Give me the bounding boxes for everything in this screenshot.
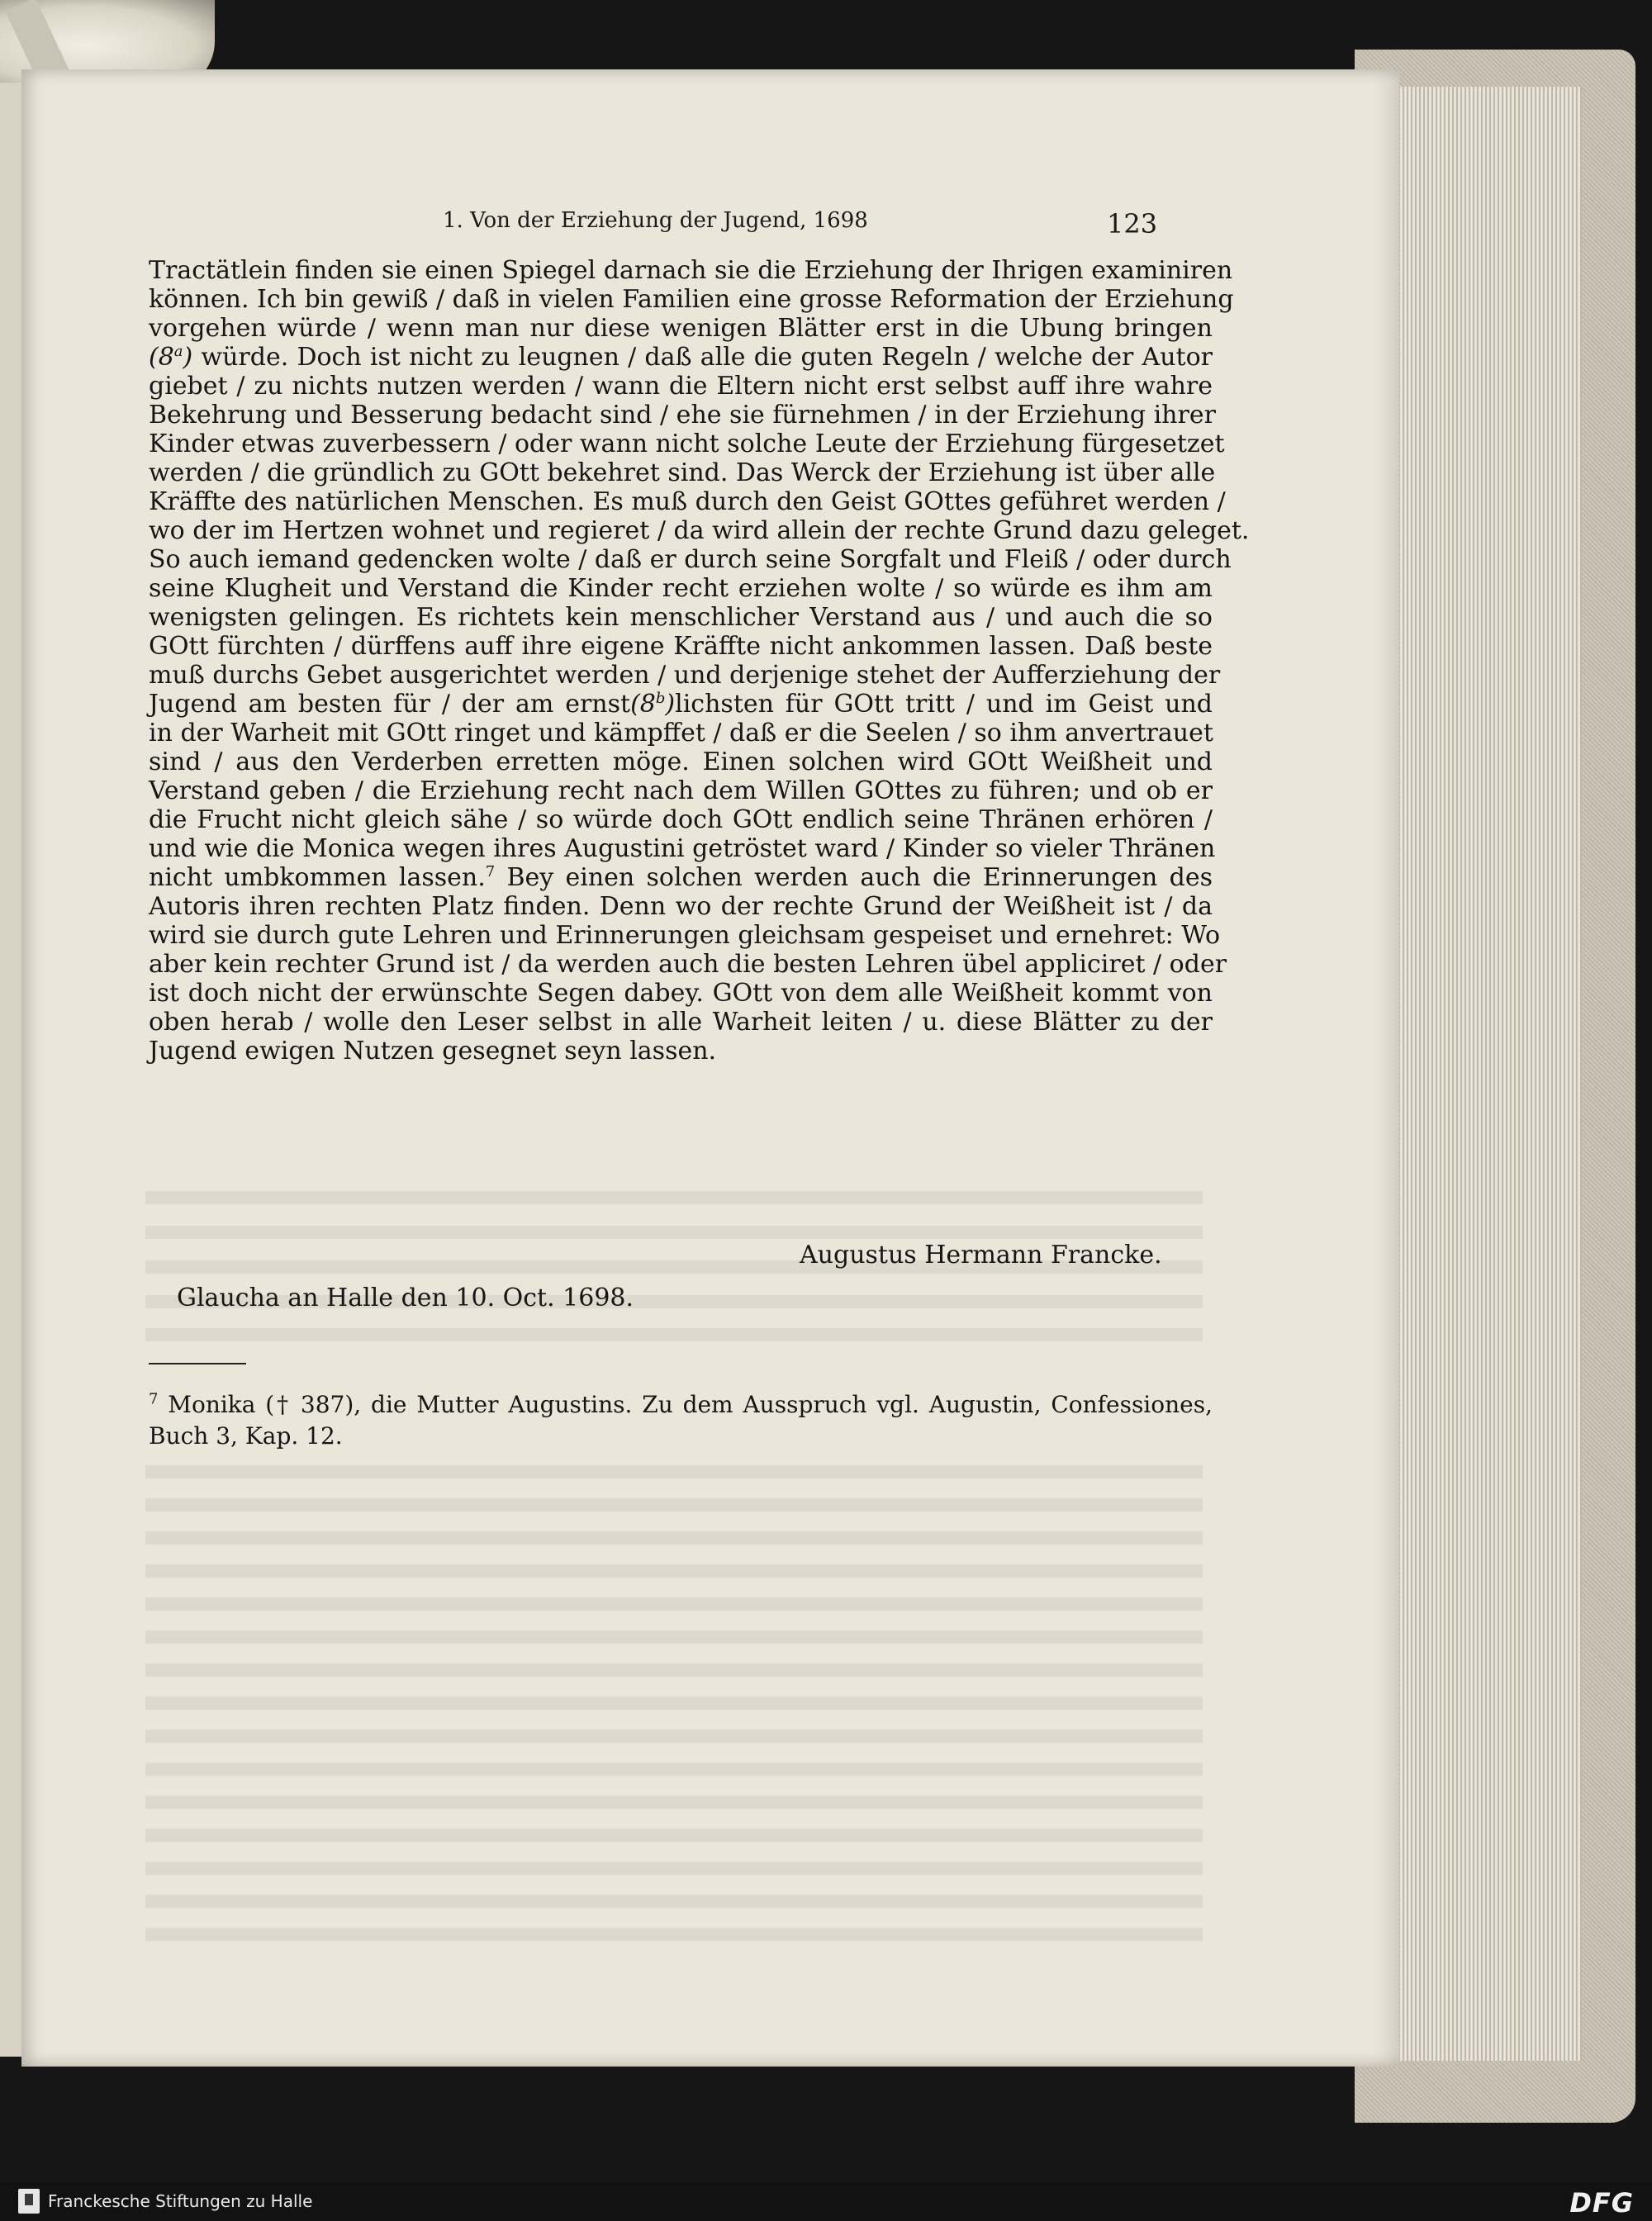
- text-run: Jugend ewigen Nutzen gesegnet seyn lassen.: [149, 1037, 717, 1065]
- text-run: Monika († 387), die Mutter Augustins. Zu dem Ausspruch vgl. Augustin, Confessiones,: [158, 1391, 1213, 1418]
- text-run: oben herab / wolle den Leser selbst in alle Warheit leiten / u. diese Blätter zu der: [149, 1008, 1213, 1037]
- body-line: [149, 545, 1232, 574]
- body-line: [149, 285, 1234, 314]
- institution-logo-icon: [18, 2189, 40, 2214]
- text-run: können. Ich bin gewiß / daß in vielen Familien eine grosse Reformation der Erziehung: [149, 285, 1234, 314]
- text-run: würde. Doch ist nicht zu leugnen / daß alle die guten Regeln / welche der Autor: [192, 343, 1213, 372]
- text-run: GOtt fürchten / dürffens auff ihre eigene Kräffte nicht ankommen lassen. Daß beste: [149, 632, 1213, 661]
- institution-name: Franckesche Stiftungen zu Halle: [48, 2191, 313, 2211]
- text-run: ist doch nicht der erwünschte Segen dabey. GOtt von dem alle Weißheit kommt von: [149, 979, 1213, 1008]
- body-line: [149, 1037, 1213, 1065]
- running-head: 1. Von der Erziehung der Jugend, 1698: [443, 208, 868, 233]
- text-run: Bey einen solchen werden auch die Erinnerungen des: [495, 863, 1213, 892]
- body-line: [149, 690, 1213, 719]
- text-run: ): [665, 690, 676, 719]
- page-edges: [1400, 87, 1582, 2061]
- page-number: 123: [1107, 208, 1158, 240]
- text-run: Autoris ihren rechten Platz finden. Denn wo der rechte Grund der Weißheit ist / da: [149, 892, 1213, 921]
- body-line: [149, 950, 1227, 979]
- text-run: sind / aus den Verderben erretten möge. Einen solchen wird GOtt Weißheit und: [149, 747, 1213, 776]
- body-text: [149, 256, 1250, 1065]
- text-run: Buch 3, Kap. 12.: [149, 1422, 343, 1450]
- text-run: vorgehen würde / wenn man nur diese wenigen Blätter erst in die Ubung bringen: [149, 314, 1213, 343]
- text-run: ): [183, 343, 193, 372]
- text-run: Verstand geben / die Erziehung recht nach dem Willen GOttes zu führen; und ob er: [149, 776, 1213, 805]
- text-run: Bekehrung und Besserung bedacht sind / ehe sie fürnehmen / in der Erziehung ihrer: [149, 401, 1216, 429]
- body-line: [149, 661, 1221, 690]
- body-line: [149, 863, 1213, 892]
- text-run: (8: [149, 343, 174, 372]
- body-line: [149, 343, 1213, 372]
- body-line: [149, 256, 1233, 285]
- body-line: [149, 516, 1250, 545]
- text-run: giebet / zu nichts nutzen werden / wann die Eltern nicht erst selbst auff ihre wahre: [149, 372, 1213, 401]
- footnote-line: [149, 1421, 1213, 1452]
- footnote: [149, 1389, 1213, 1452]
- body-line: [149, 892, 1213, 921]
- body-line: [149, 458, 1216, 487]
- body-line: [149, 747, 1213, 776]
- text-run: nicht umbkommen lassen.: [149, 863, 486, 892]
- body-line: [149, 372, 1213, 401]
- book-page: [21, 69, 1399, 2067]
- body-line: [149, 834, 1216, 863]
- superscript: a: [173, 343, 183, 360]
- body-line: [149, 429, 1225, 458]
- body-line: [149, 1008, 1213, 1037]
- signature: Augustus Hermann Francke.: [800, 1241, 1162, 1269]
- body-line: [149, 574, 1213, 603]
- superscript: 7: [485, 863, 496, 880]
- footnote-line: [149, 1389, 1213, 1421]
- text-run: (8: [630, 690, 656, 719]
- text-run: die Frucht nicht gleich sähe / so würde doch GOtt endlich seine Thränen erhören /: [149, 805, 1213, 834]
- text-run: in der Warheit mit GOtt ringet und kämpffet / daß er die Seelen / so ihm anvertrauet: [149, 719, 1213, 747]
- text-run: Jugend am besten für / der am ernst: [149, 690, 631, 719]
- text-run: aber kein rechter Grund ist / da werden auch die besten Lehren übel appliciret / oder: [149, 950, 1227, 979]
- body-line: [149, 487, 1226, 516]
- left-page-edge: [0, 83, 21, 2057]
- body-line: [149, 401, 1216, 429]
- body-line: [149, 632, 1213, 661]
- place-date: Glaucha an Halle den 10. Oct. 1698.: [177, 1284, 634, 1312]
- text-run: wird sie durch gute Lehren und Erinnerungen gleichsam gespeiset und ernehret: Wo: [149, 921, 1221, 950]
- text-run: wo der im Hertzen wohnet und regieret / da wird allein der rechte Grund dazu geleget.: [149, 516, 1250, 545]
- footnote-rule: [149, 1363, 246, 1364]
- text-run: muß durchs Gebet ausgerichtet werden / und derjenige stehet der Aufferziehung der: [149, 661, 1221, 690]
- body-line: [149, 719, 1213, 747]
- superscript: b: [655, 690, 666, 707]
- text-run: So auch iemand gedencken wolte / daß er durch seine Sorgfalt und Fleiß / oder durch: [149, 545, 1232, 574]
- text-run: seine Klugheit und Verstand die Kinder recht erziehen wolte / so würde es ihm am: [149, 574, 1213, 603]
- superscript: 7: [149, 1390, 159, 1408]
- text-run: werden / die gründlich zu GOtt bekehret sind. Das Werck der Erziehung ist über alle: [149, 458, 1216, 487]
- text-run: lichsten für GOtt tritt / und im Geist und: [675, 690, 1213, 719]
- text-run: Kinder etwas zuverbessern / oder wann nicht solche Leute der Erziehung fürgesetzet: [149, 429, 1225, 458]
- footer-bar: [0, 2182, 1652, 2221]
- body-line: [149, 776, 1213, 805]
- body-line: [149, 979, 1213, 1008]
- body-line: [149, 805, 1213, 834]
- body-line: [149, 603, 1213, 632]
- text-run: und wie die Monica wegen ihres Augustini getröstet ward / Kinder so vieler Thränen: [149, 834, 1216, 863]
- dfg-logo: DFG: [1569, 2187, 1634, 2219]
- text-run: wenigsten gelingen. Es richtets kein menschlicher Verstand aus / und auch die so: [149, 603, 1213, 632]
- body-line: [149, 314, 1213, 343]
- text-run: Kräffte des natürlichen Menschen. Es muß durch den Geist GOttes geführet werden /: [149, 487, 1226, 516]
- text-run: Tractätlein finden sie einen Spiegel darnach sie die Erziehung der Ihrigen examiniren: [149, 256, 1233, 285]
- body-line: [149, 921, 1221, 950]
